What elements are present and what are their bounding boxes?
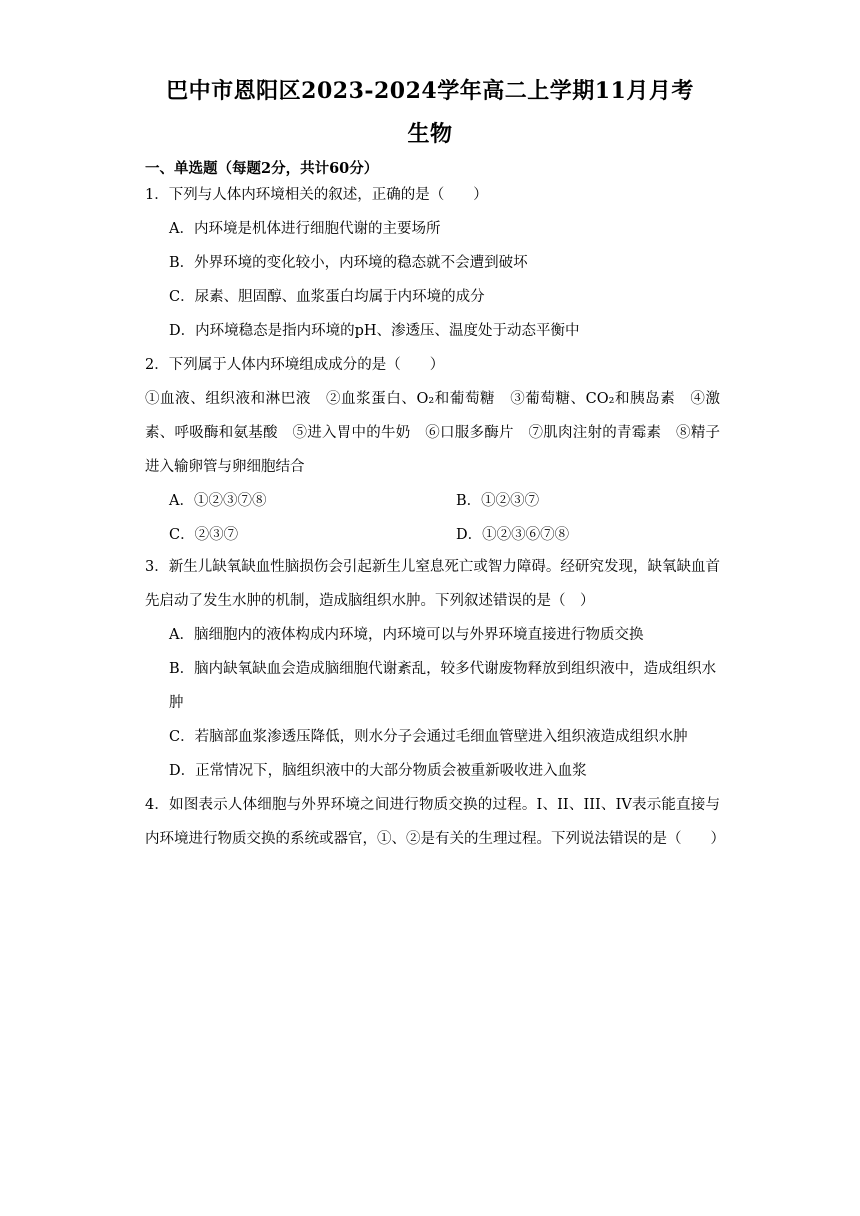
question-3-stem: 3．新生儿缺氧缺血性脑损伤会引起新生儿窒息死亡或智力障碍。经研究发现，缺氧缺血首先启动了发生水肿的机制，造成脑组织水肿。下列叙述错误的是（ ） [145,559,720,609]
question-2-options-row-1 [145,484,720,518]
question-3-option-c: C．若脑部血浆渗透压降低，则水分子会通过毛细血管壁进入组织液造成组织水肿 [169,729,688,745]
question-2-stem: 2．下列属于人体内环境组成成分的是（ ） [145,357,445,373]
exam-title: 巴中市恩阳区2023-2024学年高二上学期11月月考 [166,78,694,104]
question-2-option-c: C．②③⑦ [169,527,239,543]
question-2-options-row-2 [145,518,720,552]
question-1 [145,178,720,348]
question-3-option-d: D．正常情况下，脑组织液中的大部分物质会被重新吸收进入血浆 [169,763,587,779]
question-1-option-c: C．尿素、胆固醇、血浆蛋白均属于内环境的成分 [169,289,485,305]
question-3 [145,550,720,788]
question-4 [145,788,725,856]
question-2-option-b: B．①②③⑦ [456,493,540,509]
question-1-option-b: B．外界环境的变化较小，内环境的稳态就不会遭到破坏 [169,255,528,271]
question-4-stem: 4．如图表示人体细胞与外界环境之间进行物质交换的过程。I、II、III、IV表示能直接与内环境进行物质交换的系统或器官，①、②是有关的生理过程。下列说法错误的是（ ） [145,797,725,847]
question-3-option-a: A．脑细胞内的液体构成内环境，内环境可以与外界环境直接进行物质交换 [169,627,644,643]
question-1-option-d: D．内环境稳态是指内环境的pH、渗透压、温度处于动态平衡中 [169,323,580,339]
question-1-stem: 1．下列与人体内环境相关的叙述，正确的是（ ） [145,187,488,203]
question-2-items: ①血液、组织液和淋巴液 ②血浆蛋白、O₂和葡萄糖 ③葡萄糖、CO₂和胰岛素 ④激素、呼吸酶和氨基酸 ⑤进入胃中的牛奶 ⑥口服多酶片 ⑦肌肉注射的青霉素 ⑧精子进入输卵管与卵细胞结合 [145,391,720,475]
section-heading: 一、单选题（每题2分，共计60分） [145,160,379,177]
question-1-option-a: A．内环境是机体进行细胞代谢的主要场所 [169,221,441,237]
question-2-option-a: A．①②③⑦⑧ [169,493,267,509]
question-2-option-d: D．①②③⑥⑦⑧ [456,527,570,543]
question-2 [145,348,720,552]
exam-subject: 生物 [407,121,453,147]
question-3-option-b: B．脑内缺氧缺血会造成脑细胞代谢紊乱，较多代谢废物释放到组织液中，造成组织水肿 [169,661,717,711]
